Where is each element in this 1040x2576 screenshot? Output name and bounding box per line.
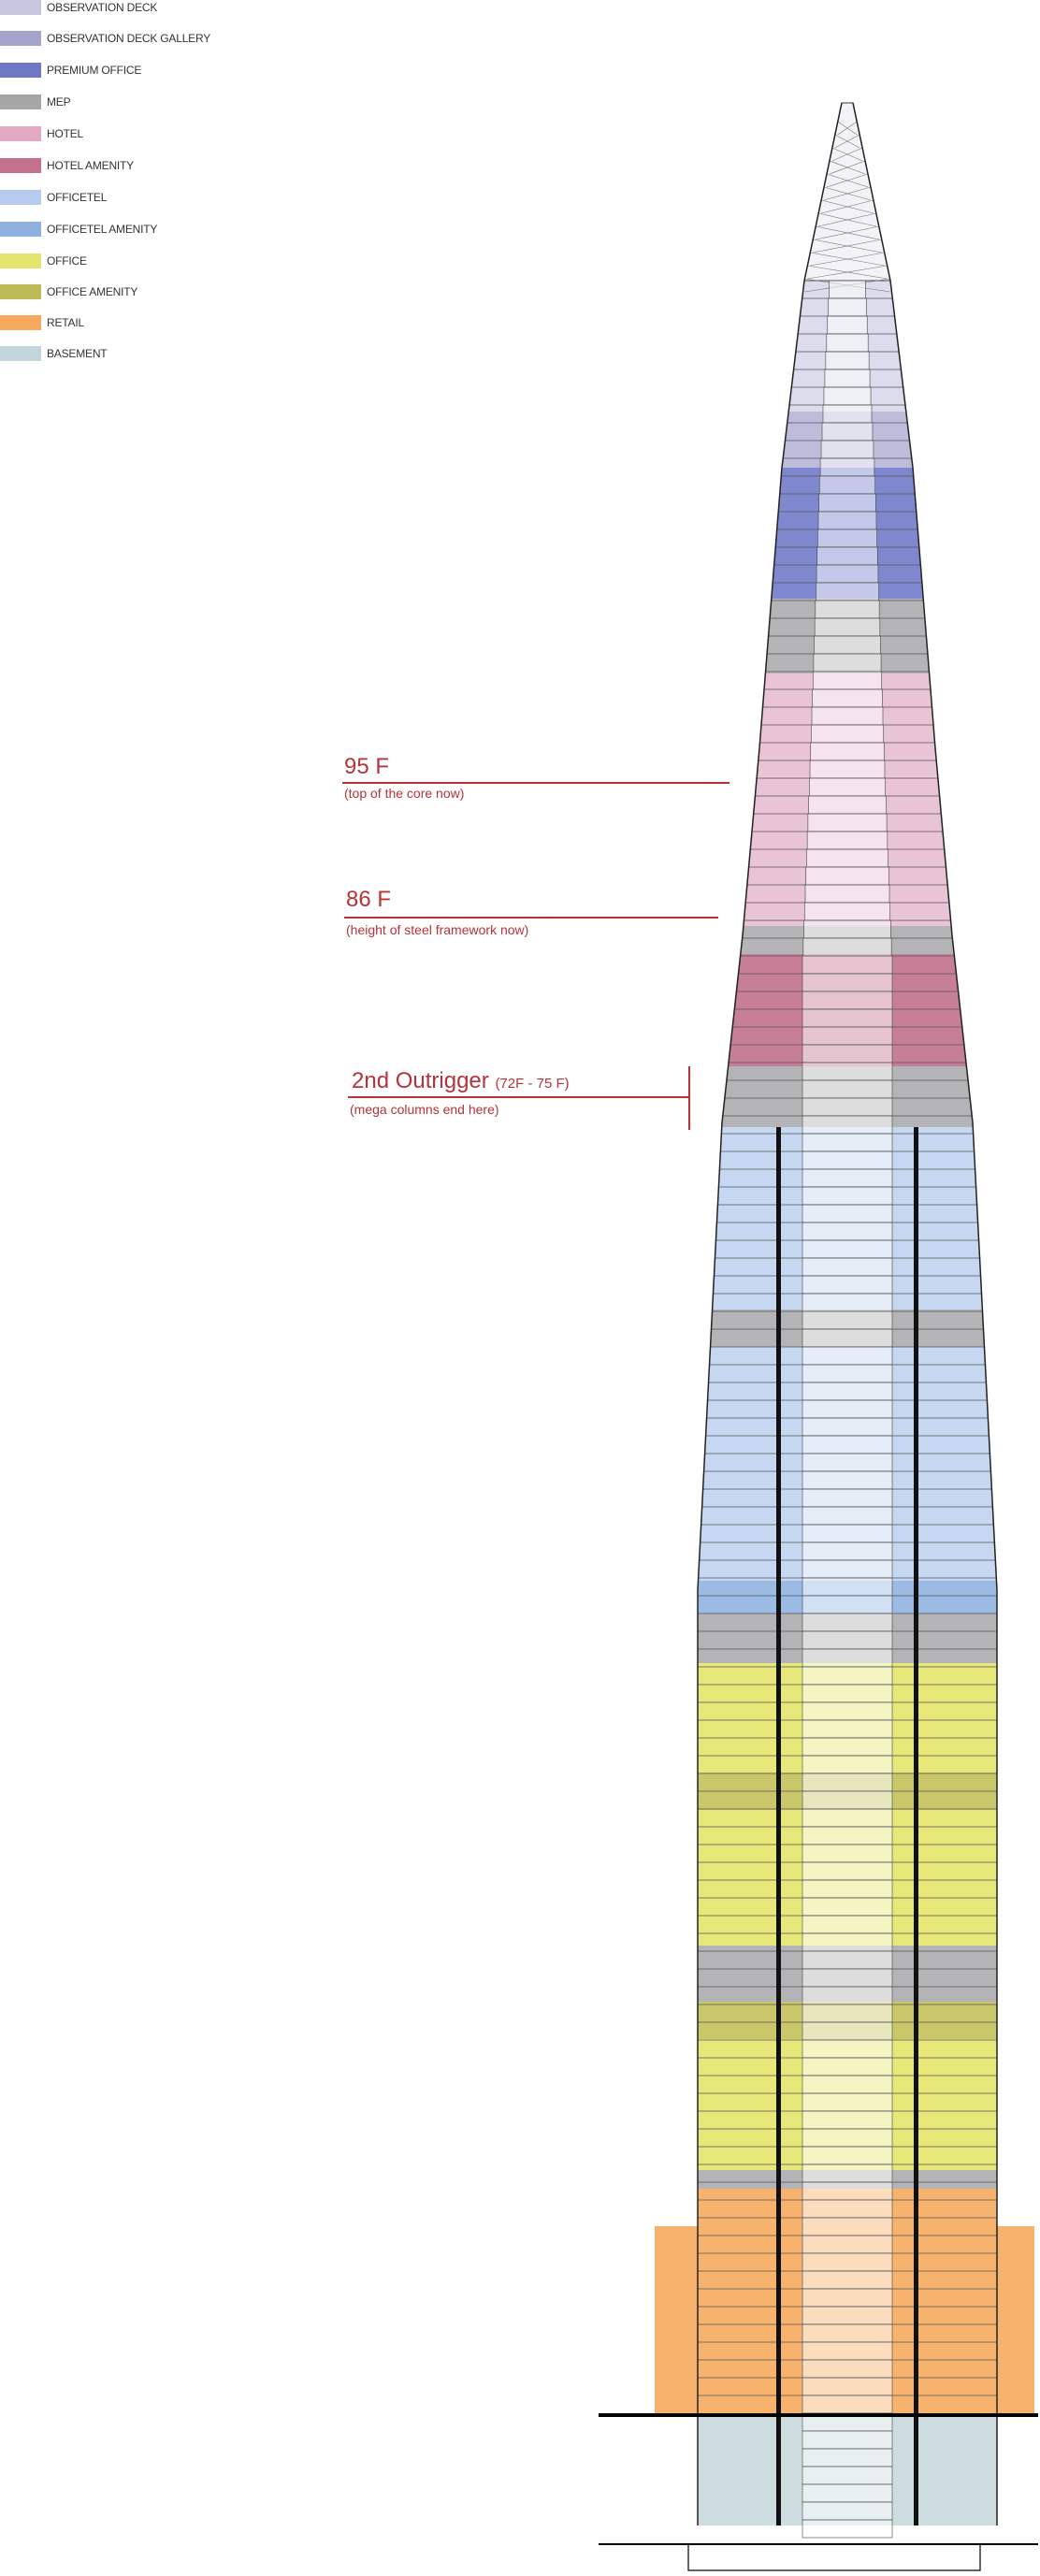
- core-segment: [802, 1525, 892, 1542]
- core-segment: [816, 601, 879, 618]
- annotation-95f-title: 95 F: [344, 754, 390, 779]
- core-segment: [802, 2147, 892, 2164]
- core-segment: [827, 334, 868, 352]
- legend-label: MEP: [47, 95, 71, 109]
- core-segment: [802, 1116, 892, 1134]
- core-segment: [802, 2502, 892, 2520]
- core-segment: [803, 938, 891, 956]
- core-segment: [804, 903, 889, 920]
- core-segment: [826, 352, 869, 369]
- core-segment: [802, 1169, 892, 1187]
- core-segment: [802, 1773, 892, 1791]
- core-segment: [802, 2520, 892, 2538]
- core-segment: [802, 1649, 892, 1667]
- core-segment: [824, 387, 871, 405]
- core-segment: [802, 1063, 892, 1080]
- legend-label: OFFICE: [47, 254, 87, 268]
- core-segment: [816, 565, 878, 583]
- core-segment: [810, 760, 885, 778]
- core-segment: [802, 1347, 892, 1365]
- core-segment: [802, 1045, 892, 1063]
- core-segment: [802, 2253, 892, 2271]
- core-segment: [802, 1933, 892, 1951]
- core-segment: [802, 1685, 892, 1702]
- core-segment: [811, 743, 885, 760]
- core-segment: [802, 2111, 892, 2129]
- annotation-outrigger-range: (72F - 75 F): [495, 1076, 570, 1092]
- core-segment: [808, 814, 887, 832]
- core-segment: [802, 1240, 892, 1258]
- retail-podium-right: [997, 2226, 1034, 2413]
- legend-label: OBSERVATION DECK GALLERY: [47, 32, 211, 45]
- core-segment: [802, 1791, 892, 1809]
- mega-column-right: [914, 1127, 918, 2525]
- core-segment: [809, 796, 887, 814]
- core-segment: [802, 1560, 892, 1578]
- legend-label: OFFICE AMENITY: [47, 285, 138, 298]
- legend-label: OBSERVATION DECK: [47, 1, 158, 14]
- core-segment: [802, 1400, 892, 1418]
- legend-label: PREMIUM OFFICE: [47, 64, 142, 77]
- annotation-outrigger-bracket: [688, 1066, 690, 1130]
- core-segment: [802, 2395, 892, 2413]
- core-segment: [802, 2484, 892, 2502]
- legend-label: OFFICETEL AMENITY: [47, 223, 158, 236]
- core-segment: [802, 2004, 892, 2022]
- core-segment: [820, 458, 874, 476]
- core-segment: [802, 1436, 892, 1454]
- core-segment: [802, 1471, 892, 1489]
- core-segment: [802, 1507, 892, 1525]
- core-segment: [802, 1294, 892, 1311]
- core-segment: [802, 1809, 892, 1827]
- core-segment: [802, 1845, 892, 1862]
- core-segment: [802, 1578, 892, 1596]
- core-segment: [817, 547, 878, 565]
- core-segment: [829, 298, 867, 316]
- core-segment: [802, 2058, 892, 2076]
- core-segment: [802, 1596, 892, 1614]
- core-segment: [819, 476, 874, 494]
- core-segment: [802, 1187, 892, 1205]
- legend-label: HOTEL AMENITY: [47, 159, 134, 172]
- core-segment: [802, 1098, 892, 1116]
- core-segment: [802, 1916, 892, 1933]
- core-segment: [802, 2324, 892, 2342]
- core-segment: [802, 2236, 892, 2253]
- core-segment: [813, 689, 883, 707]
- core-segment: [802, 2289, 892, 2307]
- core-segment: [802, 1329, 892, 1347]
- core-segment: [802, 991, 892, 1009]
- core-segment: [802, 2218, 892, 2236]
- core-segment: [828, 316, 867, 334]
- annotation-outrigger-title: [352, 1068, 570, 1094]
- core-segment: [813, 672, 881, 689]
- core-segment: [802, 1080, 892, 1098]
- core-segment: [802, 1027, 892, 1045]
- core-segment: [802, 2182, 892, 2200]
- core-segment: [802, 1614, 892, 1631]
- annotation-95f-subtitle: (top of the core now): [344, 786, 465, 801]
- core-segment: [802, 2431, 892, 2449]
- core-segment: [819, 494, 876, 512]
- core-segment: [802, 2360, 892, 2378]
- core-segment: [802, 2076, 892, 2093]
- core-segment: [802, 1898, 892, 1916]
- core-segment: [802, 1756, 892, 1773]
- core-segment: [802, 1454, 892, 1471]
- core-segment: [818, 512, 876, 529]
- core-segment: [802, 1489, 892, 1507]
- core-segment: [805, 885, 889, 903]
- foundation-mat: [688, 2544, 980, 2570]
- core-segment: [802, 1542, 892, 1560]
- core-segment: [830, 281, 866, 298]
- core-segment: [802, 956, 892, 974]
- mega-column-left: [776, 1127, 781, 2525]
- core-segment: [817, 529, 876, 547]
- core-segment: [802, 1969, 892, 1987]
- legend-label: HOTEL: [47, 127, 84, 140]
- core-segment: [802, 2040, 892, 2058]
- core-segment: [812, 707, 883, 725]
- core-segment: [802, 1134, 892, 1151]
- core-segment: [802, 1862, 892, 1880]
- core-segment: [802, 2093, 892, 2111]
- core-segment: [802, 2449, 892, 2467]
- core-segment: [815, 618, 880, 636]
- core-segment: [802, 1631, 892, 1649]
- core-segment: [804, 920, 891, 938]
- core-segment: [821, 441, 874, 458]
- core-segment: [809, 778, 885, 796]
- core-segment: [802, 2342, 892, 2360]
- core-segment: [802, 2022, 892, 2040]
- legend-label: BASEMENT: [47, 347, 108, 360]
- core-segment: [806, 867, 889, 885]
- annotation-86f-line: [344, 917, 718, 919]
- core-segment: [802, 974, 892, 991]
- core-segment: [802, 1987, 892, 2004]
- core-segment: [814, 654, 881, 672]
- legend-label: RETAIL: [47, 316, 84, 329]
- legend-label: OFFICETEL: [47, 191, 108, 204]
- core-segment: [807, 832, 888, 849]
- core-segment: [802, 1009, 892, 1027]
- core-segment: [806, 849, 888, 867]
- core-segment: [802, 2467, 892, 2484]
- core-segment: [811, 725, 883, 743]
- core-segment: [823, 405, 872, 423]
- annotation-86f-title: 86 F: [346, 887, 392, 912]
- core-segment: [802, 2200, 892, 2218]
- core-segment: [802, 1276, 892, 1294]
- annotation-95f-line: [342, 782, 729, 784]
- annotation-outrigger-name: 2nd Outrigger: [352, 1068, 489, 1093]
- core-segment: [802, 2271, 892, 2289]
- core-segment: [802, 2129, 892, 2147]
- core-segment: [802, 1951, 892, 1969]
- core-segment: [816, 583, 878, 601]
- core-segment: [802, 1702, 892, 1720]
- core-segment: [802, 1382, 892, 1400]
- core-segment: [802, 1311, 892, 1329]
- core-segment: [802, 1738, 892, 1756]
- annotation-outrigger-line: [348, 1096, 688, 1098]
- core-segment: [802, 1880, 892, 1898]
- core-segment: [802, 1223, 892, 1240]
- core-segment: [802, 1667, 892, 1685]
- core-segment: [802, 2164, 892, 2182]
- core-segment: [802, 2378, 892, 2395]
- core-segment: [802, 1720, 892, 1738]
- core-segment: [802, 2307, 892, 2324]
- core-segment: [802, 1151, 892, 1169]
- core-segment: [802, 1365, 892, 1382]
- core-segment: [815, 636, 881, 654]
- core-segment: [802, 1827, 892, 1845]
- annotation-outrigger-subtitle: (mega columns end here): [350, 1102, 499, 1117]
- core-segment: [802, 1258, 892, 1276]
- core-segment: [802, 1205, 892, 1223]
- retail-podium-left: [655, 2226, 698, 2413]
- core-segment: [822, 423, 873, 441]
- annotation-86f-subtitle: (height of steel framework now): [346, 922, 529, 937]
- core-segment: [802, 1418, 892, 1436]
- core-segment: [825, 369, 870, 387]
